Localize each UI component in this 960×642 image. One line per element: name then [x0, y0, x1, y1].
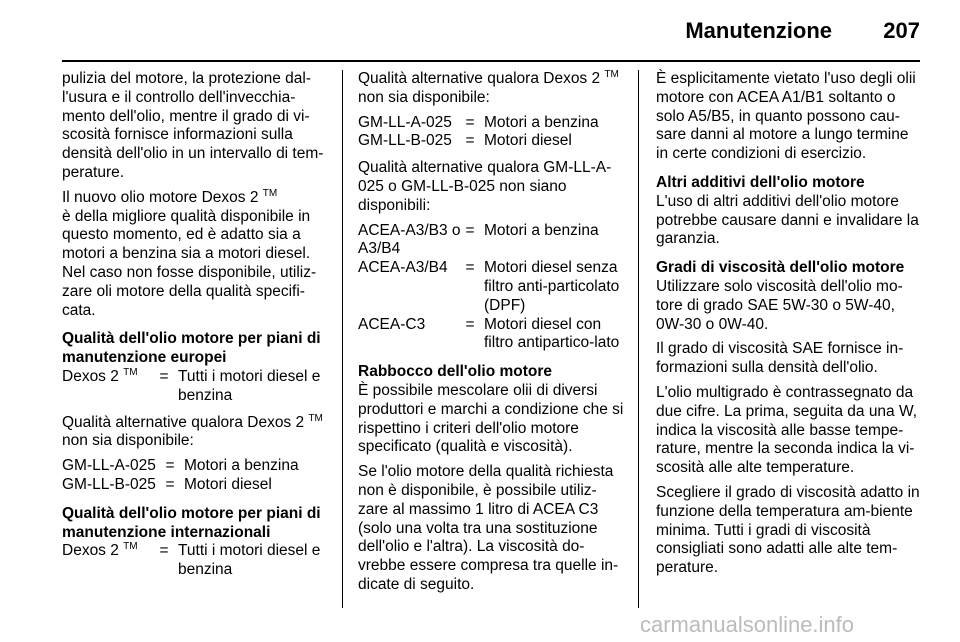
paragraph: Se l'olio motore della qualità richiesta non è disponibile, è possibile utiliz-zare al massimo 1 litro di ACEA C3 (solo una volta tra una sostituzione dell'olio e l'altra). La viscosità do-vrebbe essere compresa tra quelle in-dicate di seguito. [358, 463, 619, 593]
spec-eq: = [465, 221, 475, 239]
spec-list [62, 457, 332, 495]
paragraph: Scegliere il grado di viscosità adatto in funzione della temperatura am-biente minima. Tutti i gradi di viscosità consigliati sono adatti alle alte tem-perature. [656, 483, 920, 577]
spec-def: Motori a benzina [184, 457, 299, 475]
spec-def: Tutti i motori diesel e benzina [178, 542, 321, 579]
paragraph: L'uso di altri additivi dell'olio motore potrebbe causare danni e invalidare la garanzia. [656, 192, 919, 248]
column-1 [62, 70, 332, 588]
text: Il nuovo olio motore Dexos 2 [62, 188, 263, 206]
spec-term: GM-LL-B-025 [62, 475, 156, 493]
spec-def: Motori diesel [484, 132, 572, 150]
column-divider-1 [342, 70, 343, 608]
paragraph: Utilizzare solo viscosità dell'olio mo-tore di grado SAE 5W-30 o 5W-40, 0W-30 o 0W-40. [656, 277, 903, 333]
spec-def: Tutti i motori diesel e benzina [178, 367, 321, 404]
watermark: carmanualsonline.info [640, 612, 855, 637]
paragraph [62, 189, 332, 321]
spec-row [62, 476, 332, 495]
text: è della migliore qualità disponibile in questo momento, ed è adatto sia a motori a benzina sia a motori diesel. Nel caso non fosse disponibile, utiliz-zare oli motore della qualità specifi-cata. [62, 207, 317, 319]
spec-eq: = [465, 315, 475, 333]
spec-eq: = [159, 367, 169, 385]
spec-row [62, 457, 332, 476]
page-header [0, 0, 960, 62]
spec-term: Dexos 2 ™ [62, 541, 138, 560]
spec-row [62, 368, 332, 406]
paragraph: Qualità alternative qualora Dexos 2 ™ non sia disponibile: [62, 412, 323, 450]
spec-term: GM-LL-A-025 [62, 457, 156, 475]
column-2 [358, 70, 626, 601]
paragraph: pulizia del motore, la protezione dal-l'usura e il controllo dell'invecchia-mento dell'olio, mentre il grado di vi-scosità fornisce informazioni sulla densità dell'olio in un intervallo di tem-perature. [62, 70, 324, 181]
spec-eq: = [165, 457, 175, 475]
spec-list [358, 114, 626, 152]
paragraph: È possibile mescolare olii di diversi produttori e marchi a condizione che si rispettino i criteri dell'olio motore specificato (qualità e viscosità). [358, 381, 624, 456]
paragraph: L'olio multigrado è contrassegnato da due cifre. La prima, seguita da una W, indica la viscosità alle basse tempe-rature, mentre la seconda indica la vi-scosità alle alte temperature. [656, 383, 918, 477]
paragraph: È esplicitamente vietato l'uso degli olii motore con ACEA A1/B1 soltanto o solo A5/B5, in quanto possono cau-sare danni al motore a lungo termine in certe condizioni di esercizio. [656, 70, 916, 163]
spec-eq: = [165, 475, 175, 493]
spec-eq: = [159, 542, 169, 560]
column-divider-2 [638, 70, 639, 608]
spec-term: GM-LL-A-025 [358, 113, 452, 131]
spec-def: Motori a benzina [484, 113, 599, 131]
spec-row [358, 114, 626, 133]
spec-eq: = [465, 113, 475, 131]
spec-term: ACEA-A3/B4 [358, 259, 448, 277]
spec-def: Motori diesel [184, 475, 272, 493]
paragraph: Qualità alternative qualora Dexos 2 ™ non sia disponibile: [358, 68, 619, 106]
spec-row [358, 222, 626, 260]
page-number: 207 [883, 18, 920, 43]
spec-term: ACEA-A3/B3 o A3/B4 [358, 221, 461, 258]
section-title: Manutenzione [685, 18, 832, 43]
spec-row [358, 132, 626, 151]
section-heading: Gradi di viscosità dell'olio motore [656, 259, 905, 277]
spec-eq: = [465, 259, 475, 277]
section-heading: Rabbocco dell'olio motore [358, 363, 553, 381]
spec-term: Dexos 2 ™ [62, 366, 138, 385]
spec-row [62, 542, 332, 580]
spec-def: Motori a benzina [484, 221, 599, 239]
section-heading: Altri additivi dell'olio motore [656, 173, 865, 191]
paragraph: Qualità alternative qualora GM-LL-A-025 o GM-LL-B-025 non siano disponibili: [358, 159, 612, 214]
section-heading: Qualità dell'olio motore per piani di manutenzione internazionali [62, 504, 321, 541]
column-3 [656, 70, 924, 584]
spec-list [62, 368, 332, 406]
spec-eq: = [465, 132, 475, 150]
paragraph: Il grado di viscosità SAE fornisce in-formazioni sulla densità dell'olio. [656, 340, 904, 377]
spec-row [358, 316, 626, 354]
spec-row [358, 259, 626, 315]
spec-def: Motori diesel senza filtro anti-particolato (DPF) [484, 259, 620, 314]
section-heading: Qualità dell'olio motore per piani di manutenzione europei [62, 330, 321, 367]
spec-term: ACEA-C3 [358, 315, 426, 333]
trademark: TM [262, 187, 278, 199]
spec-def: Motori diesel con filtro antipartico-lato [484, 315, 620, 352]
header-rule [62, 60, 920, 62]
spec-list [62, 542, 332, 580]
spec-list [358, 222, 626, 354]
spec-term: GM-LL-B-025 [358, 132, 452, 150]
